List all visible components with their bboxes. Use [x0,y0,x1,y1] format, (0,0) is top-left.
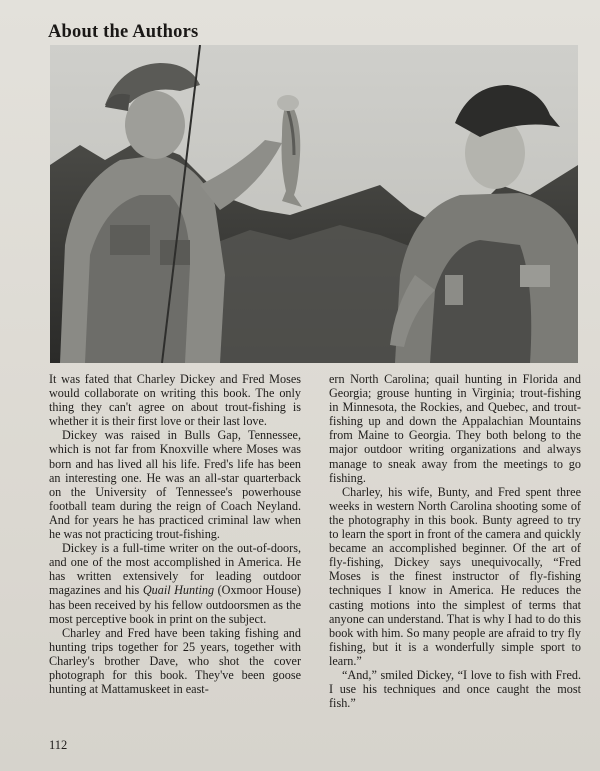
paragraph: “And,” smiled Dickey, “I love to fish with Fred. I use his techniques and once caught the most fish.” [329,667,581,711]
paragraph: Dickey was raised in Bulls Gap, Tennessee, which is not far from Knoxville where Moses was born and has lived all his life. Fred's life has been an interesting one. He was an all-star quarterback on the University of Tennessee's powerhouse football team during the reign of Coach Neyland. And for years he has practiced criminal law when he was not practicing trout-fishing. [49,428,301,542]
paragraph: ern North Carolina; quail hunting in Florida and Georgia; grouse hunting in Virginia; trout-fishing in Minnesota, the Rockies, and Quebec, and trout-fishing up and down the Appalachian Mountains from Maine to Georgia. They both belong to the major outdoor writing organizations and always manage to sneak away from the meetings to go fishing. [329,372,581,485]
paragraph-with-title [49,541,301,626]
book-title: Quail Hunting [142,583,215,598]
paragraph: It was fated that Charley Dickey and Fred Moses would collaborate on writing this book. The only thing they can't agree on about trout-fishing is whether it is their first love or their last love. [49,372,301,429]
authors-photo [50,45,578,363]
right-column [329,372,581,710]
left-column [49,372,301,696]
page-heading: About the Authors [48,22,199,42]
paragraph: Charley, his wife, Bunty, and Fred spent three weeks in western North Carolina shooting some of the photography in this book. Bunty agreed to try to learn the sport in front of the camera and quickly became an accomplished beginner. Of the art of fly-fishing, Dickey says unequivocally, “Fred Moses is the finest instructor of fly-fishing techniques I know in America. He reduces the casting motions into the simplest of terms that anyone can understand. That is why I had to do this book with him. So many people are afraid to try fly fishing, but it is a wonderfully simple sport to learn.” [329,484,581,668]
paragraph-text: (Oxmoor House) has been received by his fellow outdoorsmen as the most perceptive book in print on the subject. [49,583,301,626]
paragraph: Charley and Fred have been taking fishing and hunting trips together for 25 years, together with Charley's brother Dave, who shot the cover photograph for this book. They've been goose hunting at Mattamuskeet in east- [49,625,301,697]
page-number: 112 [49,738,68,752]
paragraph-text: Dickey is a full-time writer on the out-of-doors, and one of the most accomplished in America. He has written extensively for leading outdoor magazines and his [49,541,301,598]
two-anglers-photo-icon [50,45,578,363]
